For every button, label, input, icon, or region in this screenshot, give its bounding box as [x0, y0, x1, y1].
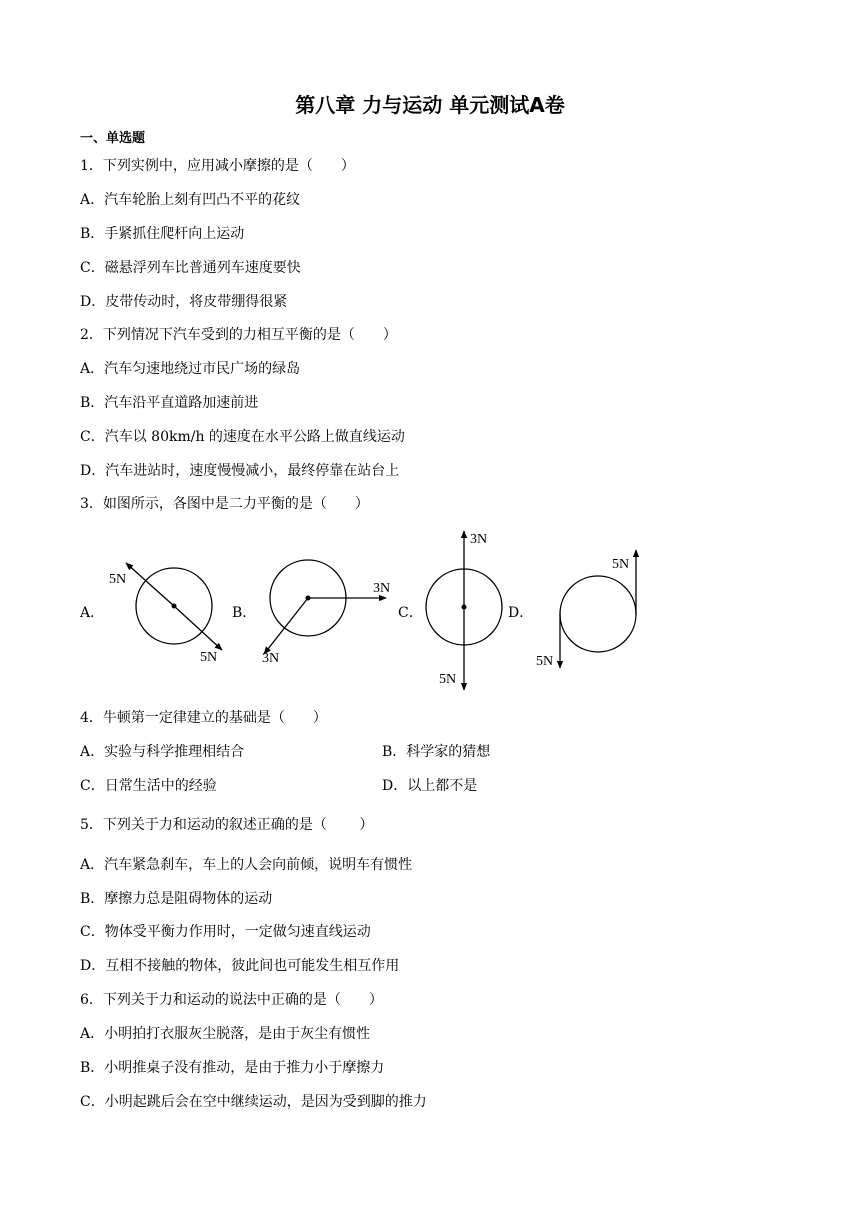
- question-5-option-b[interactable]: B．摩擦力总是阻碍物体的运动: [80, 891, 273, 907]
- question-4-option-c[interactable]: C．日常生活中的经验: [80, 778, 217, 794]
- question-4-option-a[interactable]: A．实验与科学推理相结合: [80, 744, 245, 760]
- question-3-option-d[interactable]: D．: [508, 605, 534, 621]
- diagram-b: [262, 560, 390, 666]
- question-4-option-b[interactable]: B．科学家的猜想: [382, 744, 491, 760]
- question-4-option-d[interactable]: D．以上都不是: [382, 778, 478, 794]
- question-4-stem: 4．牛顿第一定律建立的基础是（ ）: [80, 710, 327, 726]
- diagram-a: [109, 563, 222, 665]
- question-5-option-d[interactable]: D．互相不接触的物体，彼此间也可能发生相互作用: [80, 958, 400, 974]
- question-5-stem: 5．下列关于力和运动的叙述正确的是（ ）: [80, 817, 374, 833]
- question-5-option-a[interactable]: A．汽车紧急刹车，车上的人会向前倾，说明车有惯性: [80, 857, 413, 873]
- question-1-option-b[interactable]: B．手紧抓住爬杆向上运动: [80, 226, 245, 242]
- question-2-option-d[interactable]: D．汽车进站时，速度慢慢减小，最终停靠在站台上: [80, 463, 400, 479]
- page-title: 第八章 力与运动 单元测试A卷: [295, 93, 565, 117]
- question-6-stem: 6．下列关于力和运动的说法中正确的是（ ）: [80, 992, 383, 1008]
- question-1-option-c[interactable]: C．磁悬浮列车比普通列车速度要快: [80, 260, 301, 276]
- force-diagrams: [0, 520, 860, 700]
- diagram-a-label-top: 5N: [109, 572, 127, 587]
- question-3-option-a[interactable]: A．: [80, 605, 105, 621]
- question-5-option-c[interactable]: C．物体受平衡力作用时，一定做匀速直线运动: [80, 924, 371, 940]
- question-3-stem: 3．如图所示，各图中是二力平衡的是（ ）: [80, 496, 369, 512]
- diagram-c-label-bottom: 5N: [439, 672, 457, 687]
- question-1-option-d[interactable]: D．皮带传动时，将皮带绷得很紧: [80, 294, 288, 310]
- question-2-option-b[interactable]: B．汽车沿平直道路加速前进: [80, 395, 259, 411]
- diagram-d: [536, 550, 636, 669]
- question-3-option-b[interactable]: B．: [232, 605, 257, 621]
- diagram-d-label-bottom: 5N: [536, 654, 554, 669]
- diagram-c: [426, 531, 502, 690]
- question-2-stem: 2．下列情况下汽车受到的力相互平衡的是（ ）: [80, 327, 397, 343]
- question-6-option-b[interactable]: B．小明推桌子没有推动，是由于推力小于摩擦力: [80, 1060, 385, 1076]
- section-heading: 一、单选题: [80, 131, 146, 146]
- question-3-option-c[interactable]: C．: [398, 605, 423, 621]
- question-2-option-c[interactable]: C．汽车以 80km/h 的速度在水平公路上做直线运动: [80, 429, 405, 445]
- question-1-stem: 1．下列实例中，应用减小摩擦的是（ ）: [80, 158, 355, 174]
- question-1-option-a[interactable]: A．汽车轮胎上刻有凹凸不平的花纹: [80, 192, 301, 208]
- question-6-option-a[interactable]: A．小明拍打衣服灰尘脱落，是由于灰尘有惯性: [80, 1026, 371, 1042]
- diagram-b-label-left: 3N: [262, 651, 280, 666]
- question-6-option-c[interactable]: C．小明起跳后会在空中继续运动，是因为受到脚的推力: [80, 1094, 427, 1110]
- diagram-d-label-top: 5N: [612, 557, 630, 572]
- diagram-a-label-bottom: 5N: [200, 650, 218, 665]
- diagram-c-label-top: 3N: [470, 532, 488, 547]
- question-2-option-a[interactable]: A．汽车匀速地绕过市民广场的绿岛: [80, 361, 301, 377]
- diagram-b-label-right: 3N: [373, 581, 391, 596]
